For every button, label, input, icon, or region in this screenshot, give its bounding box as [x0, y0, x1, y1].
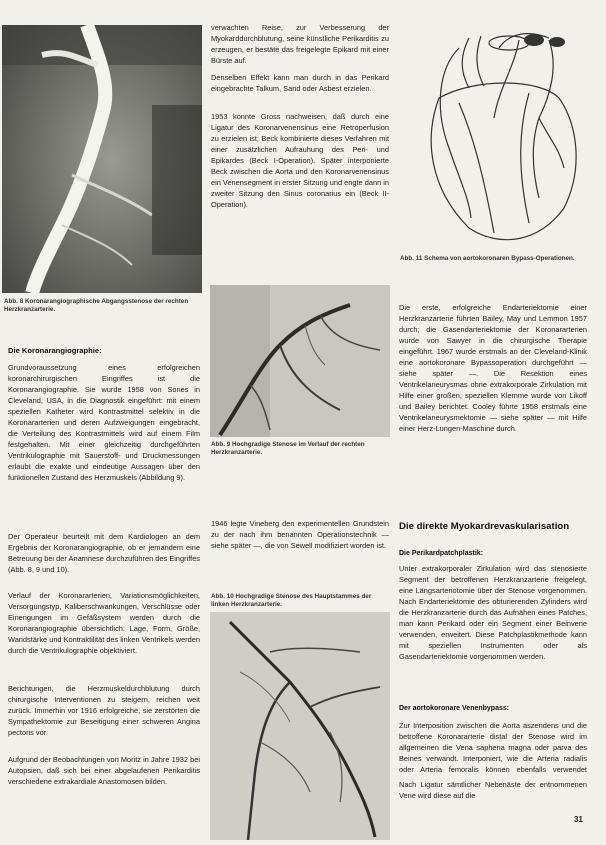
figure-9-angiogram [210, 285, 390, 437]
right-para-last: Nach Ligatur sämtlicher Nebenäste der entnommenen Vene wird diese auf die [399, 780, 587, 800]
left-para-1: Grundvoraussetzung eines erfolgreichen koronarchirurgischen Eingriffes ist die Koronarangiographie. Sie wurde 1958 von Sones in Cleveland, USA, in die Diagnostik eingeführt: mit einem speziellen Katheter wird Kontrastmittel selektiv in die Koronararterien und deren Aufzweigungen eingebracht, die Verteilung des Kontrastmittels wird auf einem Film festgehalten. Mit einer gleichzeitig durchgeführten Ventrikulographie mit Sauerstoff- und Druckmessungen erlaubt die exakte und eindeutige Aussagen über den funktionellen Zustand des Herzmuskels (Abbildung 9). [8, 363, 200, 482]
figure-8-angiogram [2, 25, 202, 293]
subheading-bypass: Der aortokoronare Venenbypass: [399, 705, 510, 712]
caption-figure-8: Abb. 8 Koronarangiographische Abgangsstenose der rechten Herzkranzarterie. [4, 298, 189, 313]
right-para-bypass: Zur Interposition zwischen die Aorta aszendens und die betroffene Koronararterie distal der Stenose wird im allgemeinen die Vena saphena magna oder parva des Beines verwandt. Interponiert, wie die Arteria radialis oder Arteria femoralis können ebenfalls verwendet [399, 721, 587, 774]
page-number: 31 [574, 815, 583, 824]
caption-figure-9: Abb. 9 Hochgradige Stenose im Verlauf der rechten Herzkranzarterie. [211, 441, 365, 456]
left-heading: Die Koronarangiographie: [8, 346, 102, 355]
mid-top-para-1: verwachten Reise, zur Verbesserung der Myokarddurchblutung, seine künstliche Perikarditis zu erzeugen, er bestäte das freigelegte Epikard mit einer Bürste auf. [211, 23, 389, 65]
figure-11-bypass-schema [399, 28, 587, 250]
left-para-5: Aufgrund der Beobachtungen von Moritz in Jahre 1932 bei Autopsien, daß sich bei einer abgelaufenen Perikarditis verschiedene extrakardiale Anastomosen bilden. [8, 755, 200, 786]
subheading-patch: Die Perikardpatchplastik: [399, 550, 484, 557]
left-para-2: Der Operateur beurteilt mit dem Kardiologen an dem Ergebnis der Koronarangiographie, ob er jemandem eine Betreuung bei der Anamnese durchzuführen des Eingriffes (Abb. 8, 9 und 10). [8, 532, 200, 574]
mid-top-para-3: 1953 konnte Gross nachweisen, daß durch eine Ligatur des Koronarvenensinus eine Retroperfusion zu erzielen ist; Beck kombinierte dieses Verfahren mit einer zusätzlichen Aufrauhung des Peri- und Epikardes (Beck I-Operation). Später interponierte Beck zwischen die Aorta und den Koronarvenensinus ein Venensegment in erster Sitzung und engte dann in zweiter Sitzung den Sinus coronarius ein (Beck II-Operation). [211, 112, 389, 209]
left-para-3: Verlauf der Koronararterien, Variationsmöglichkeiten, Versorgungstyp, Kaliberschwankungen, Verschlüsse oder Einengungen im Gefäßsystem werden durch die Koronarangiographie übersichtlich: Lage, Form, Größe, Wandstärke und Kontraktilität des linken Ventrikels werden durch die Ventrikulographie objektiviert. [8, 591, 200, 655]
right-para-1: Die erste, erfolgreiche Endarteriektomie einer Herzkranzarterie führten Bailey, May und Lemmon 1957 durch; die Gasendarteriektomie der Koronararterien wurde von Sawyer in die chirurgische Therapie eingeführt. 1967 wurde erstmals an der Cleveland-Klinik eine aortokoronare Bypassoperation durchgeführt — siehe später —. Die Resektion eines Ventrikelaneurysmas ohne extrakorporale Zirkulation mit Hilfe einer großen, speziellen Klemme wurde von Likoff und Bailey berichtet. Cooley führte 1958 erstmals eine Ventrikelaneurysmektomie — siehe später — mit Hilfe einer Herz-Lungen-Maschine durch. [399, 303, 587, 433]
figure-10-angiogram [210, 612, 390, 840]
section-heading: Die direkte Myokardrevaskularisation [399, 521, 570, 532]
caption-figure-11: Abb. 11 Schema von aortokoronaren Bypass-Operationen. [400, 255, 575, 262]
mid-bottom-para-1: 1946 legte Vineberg den experimentellen Grundstein zu der nach ihm benannten Operationstechnik — siehe später —, die von Sewell modifiziert worden ist. [211, 519, 389, 550]
left-para-4: Berichtungen, die Herzmuskeldurchblutung durch chirurgische Interventionen zu steigern, reichen weit zurück. Immerhin vor 1916 erfolgreiche, sie zerstörten die Sympathektomie zur Beseitigung einer schweren Angina pectoris vor. [8, 684, 200, 737]
mid-top-para-2: Denselben Effekt kann man durch in das Perikard eingebrachte Talkum, Sand oder Asbest erzielen. [211, 73, 389, 93]
right-para-patch: Unter extrakorporaler Zirkulation wird das stenosierte Segment der betroffenen Herzkranzarterie freigelegt, eine Längsarteriotomie über der Stenose vorgenommen. Nach Endarteriektomie des obturierenden Zylinders wird die Herzkranzarterie durch das Aufnähen eines Patches, man kann Perikard oder ein Segment einer Beinvene verwenden, erweitert. Diese Patchplastikmethode kann mit speziellen Instrumenten oder als Gasendarteriektomie vorgenommen werden. [399, 564, 587, 661]
caption-figure-10: Abb. 10 Hochgradige Stenose des Hauptstammes der linken Herzkranzarterie. [211, 593, 372, 608]
